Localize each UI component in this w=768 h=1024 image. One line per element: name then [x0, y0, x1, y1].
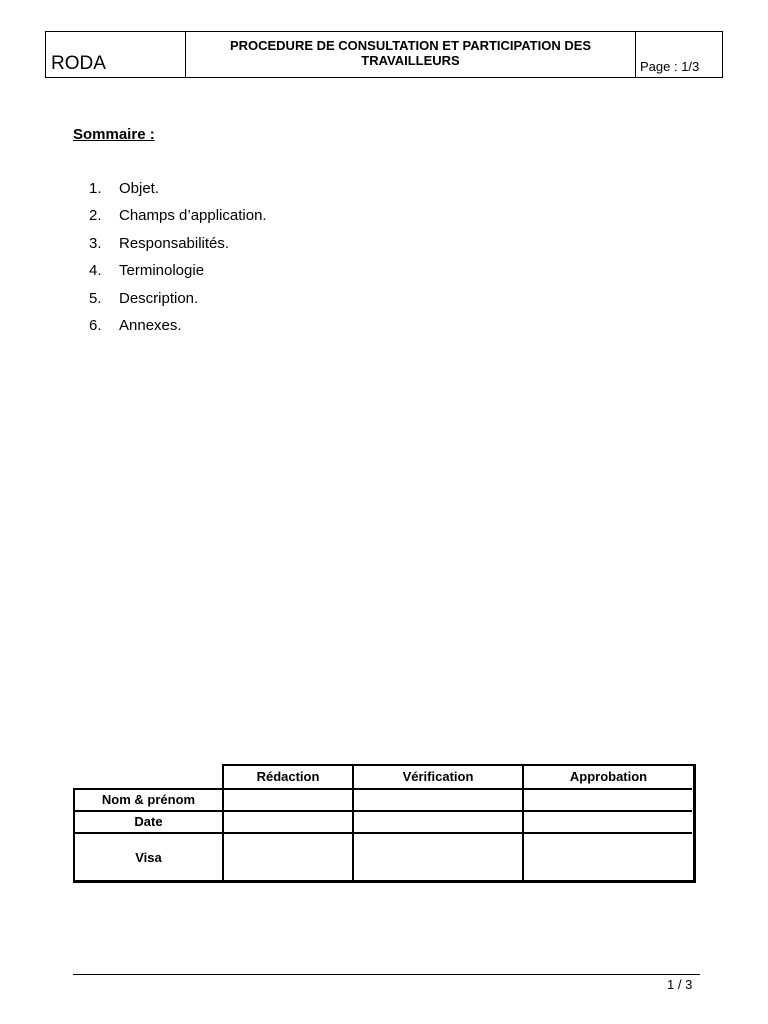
- company-name: RODA: [51, 53, 106, 74]
- approval-table: [73, 764, 696, 883]
- toc-item-label: Responsabilités.: [119, 234, 230, 252]
- toc-item-label: Description.: [119, 289, 199, 307]
- table-rule: [223, 764, 696, 766]
- toc-item-label: Champs d’application.: [119, 207, 267, 225]
- table-rule: [73, 788, 692, 790]
- footer-page-number: 1 / 3: [667, 977, 693, 992]
- toc-item-label: Objet.: [119, 180, 160, 197]
- row-header-name: Nom & prénom: [101, 792, 196, 807]
- row-header-date: Date: [134, 814, 163, 829]
- toc-item-number: 5.: [89, 289, 102, 307]
- table-rule: [73, 880, 696, 883]
- table-rule: [73, 832, 692, 834]
- toc-item-number: 4.: [89, 262, 102, 280]
- row-header-visa: Visa: [135, 850, 162, 865]
- toc-item-number: 2.: [89, 207, 102, 225]
- toc-item-label: Terminologie: [119, 262, 205, 280]
- header-page-cell: [636, 32, 722, 77]
- summary-heading: Sommaire :: [73, 126, 155, 143]
- header-page-number: Page : 1/3: [640, 59, 700, 74]
- column-header-redaction: Rédaction: [256, 769, 320, 784]
- column-header-verification: Vérification: [402, 769, 474, 784]
- footer-divider: [73, 974, 700, 975]
- toc-item-label: Annexes.: [119, 316, 182, 334]
- column-header-approbation: Approbation: [569, 769, 648, 784]
- toc-item-number: 1.: [89, 180, 102, 197]
- document-title: PROCEDURE DE CONSULTATION ET PARTICIPATION DES TRAVAILLEURS: [229, 38, 592, 68]
- header-company-cell: [46, 32, 186, 77]
- toc-item-number: 3.: [89, 234, 102, 252]
- header-title-cell: [186, 32, 636, 77]
- table-rule: [693, 764, 696, 883]
- document-header: [45, 31, 723, 78]
- table-rule: [73, 810, 692, 812]
- toc-item-number: 6.: [89, 316, 102, 334]
